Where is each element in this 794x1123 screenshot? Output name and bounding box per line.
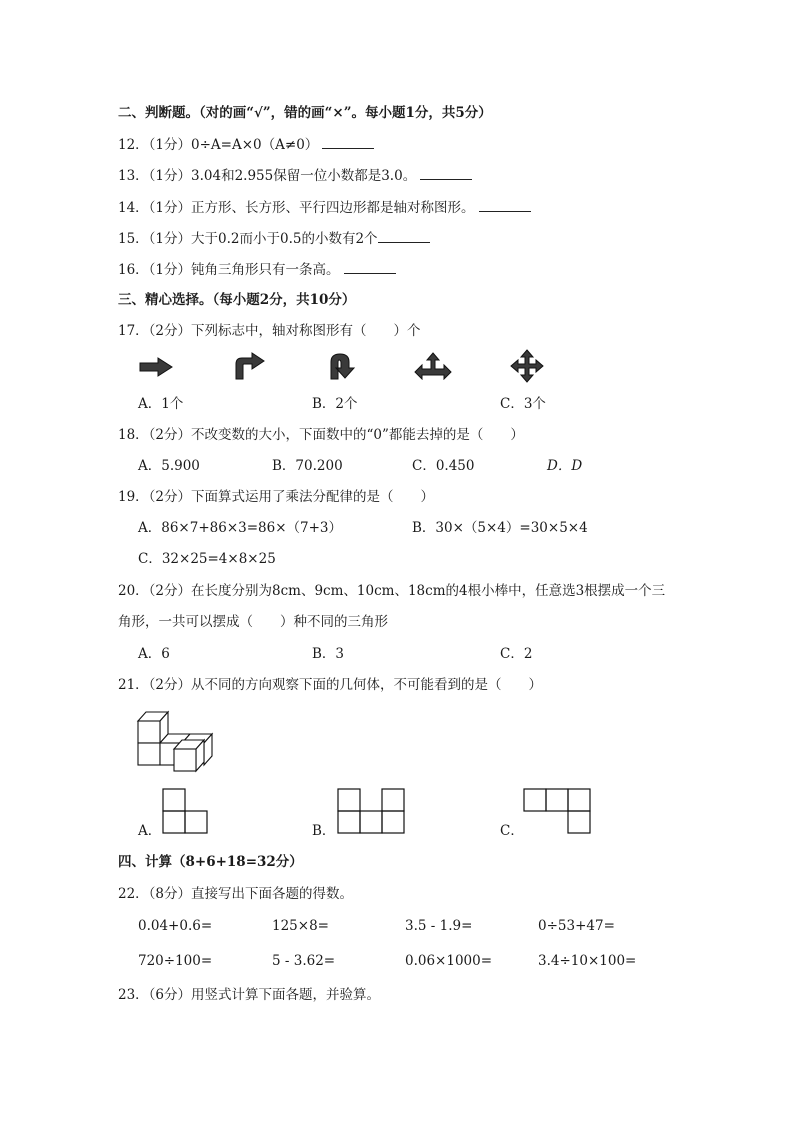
question-15	[118, 229, 430, 248]
question-18-text: 18．（2分）不改变数的大小，下面数中的“0”都能去掉的是（ ）	[118, 427, 524, 443]
four-way-arrow-icon	[510, 349, 544, 383]
option-b-view-figure[interactable]	[337, 788, 407, 834]
calc-item: 5 - 3.62=	[272, 953, 336, 969]
question-15-text: 15．（1分）大于0.2而小于0.5的小数有2个	[118, 231, 378, 247]
question-20-line-1: 20．（2分）在长度分别为8cm、9cm、10cm、18cm的4根小棒中，任意选3根摆成一个三	[118, 583, 666, 599]
question-21-text: 21．（2分）从不同的方向观察下面的几何体，不可能看到的是（ ）	[118, 677, 543, 693]
option-c-view-figure[interactable]	[523, 788, 593, 834]
answer-blank[interactable]	[479, 198, 531, 212]
q17-option-c[interactable]: C．3个	[500, 396, 546, 412]
q17-option-a[interactable]: A．1个	[138, 396, 184, 412]
section-4-title: 四、计算（8+6+18=32分）	[118, 854, 303, 870]
answer-blank[interactable]	[344, 260, 396, 274]
calc-item: 0.04+0.6=	[138, 918, 213, 934]
question-16	[118, 260, 396, 279]
q19-option-c[interactable]: C．32×25=4×8×25	[138, 551, 276, 567]
q19-option-b[interactable]: B．30×（5×4）=30×5×4	[412, 520, 588, 536]
q18-option-b[interactable]: B．70.200	[272, 458, 343, 474]
section-2-title: 二、判断题。（对的画“√”，错的画“×”。每小题1分，共5分）	[118, 105, 492, 121]
q18-option-c[interactable]: C．0.450	[412, 458, 475, 474]
q18-option-a[interactable]: A．5.900	[138, 458, 200, 474]
question-19-text: 19．（2分）下面算式运用了乘法分配律的是（ ）	[118, 489, 435, 505]
q21-option-c[interactable]: C．	[500, 823, 524, 839]
calc-item: 0÷53+47=	[538, 918, 615, 934]
u-turn-arrow-icon	[328, 352, 358, 380]
three-way-arrow-icon	[414, 352, 452, 380]
q17-option-b[interactable]: B．2个	[312, 396, 358, 412]
answer-blank[interactable]	[378, 229, 430, 243]
answer-blank[interactable]	[420, 166, 472, 180]
q20-option-a[interactable]: A．6	[138, 646, 170, 662]
option-a-view-figure[interactable]	[162, 788, 210, 834]
question-14-text: 14．（1分）正方形、长方形、平行四边形都是轴对称图形。	[118, 200, 475, 216]
question-13-text: 13．（1分）3.04和2.955保留一位小数都是3.0。	[118, 168, 417, 184]
question-12-text: 12．（1分）0÷A=A×0（A≠0）	[118, 137, 319, 153]
calc-item: 3.5 - 1.9=	[405, 918, 473, 934]
q21-option-b[interactable]: B．	[312, 823, 336, 839]
question-14	[118, 198, 531, 217]
question-22-text: 22．（8分）直接写出下面各题的得数。	[118, 886, 354, 902]
question-17-text: 17．（2分）下列标志中，轴对称图形有（ ）个	[118, 323, 421, 339]
question-20-line-2: 角形，一共可以摆成（ ）种不同的三角形	[118, 614, 388, 630]
cube-solid-figure	[136, 707, 218, 773]
section-3-title: 三、精心选择。（每小题2分，共10分）	[118, 292, 356, 308]
question-13	[118, 166, 472, 185]
question-12	[118, 135, 374, 154]
q20-option-c[interactable]: C．2	[500, 646, 533, 662]
question-23-text: 23．（6分）用竖式计算下面各题，并验算。	[118, 987, 381, 1003]
calc-item: 720÷100=	[138, 953, 213, 969]
calc-item: 0.06×1000=	[405, 953, 493, 969]
q18-option-d[interactable]: D．D	[547, 458, 583, 474]
answer-blank[interactable]	[322, 135, 374, 149]
calc-item: 125×8=	[272, 918, 329, 934]
right-arrow-icon	[138, 356, 174, 378]
q20-option-b[interactable]: B．3	[312, 646, 345, 662]
calc-item: 3.4÷10×100=	[538, 953, 637, 969]
question-16-text: 16．（1分）钝角三角形只有一条高。	[118, 262, 340, 278]
q21-option-a[interactable]: A．	[138, 823, 162, 839]
q19-option-a[interactable]: A．86×7+86×3=86×（7+3）	[138, 520, 343, 536]
turn-right-arrow-icon	[232, 352, 266, 380]
